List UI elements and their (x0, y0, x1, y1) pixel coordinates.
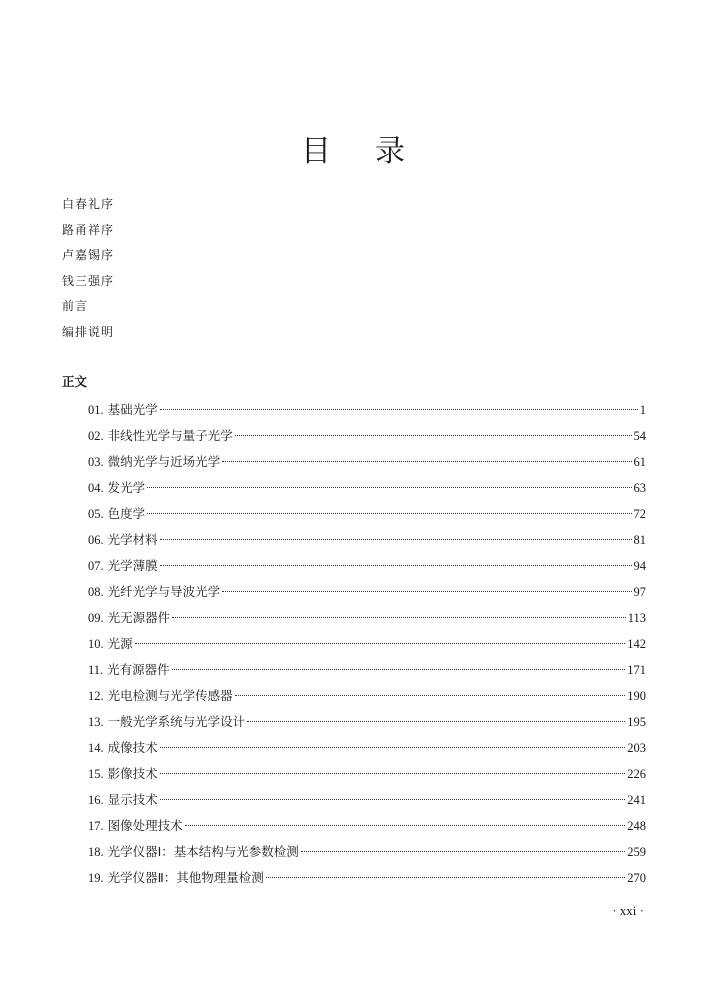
entry-title: 影像技术 (107, 766, 158, 781)
leader-dots (160, 773, 626, 774)
entry-page: 171 (627, 663, 646, 677)
leader-dots (160, 565, 632, 566)
toc-entry[interactable] (88, 813, 646, 839)
leader-dots (172, 669, 626, 670)
toc-entry[interactable] (88, 501, 646, 527)
entry-number: 08. (88, 585, 104, 599)
entry-title: 一般光学系统与光学设计 (107, 714, 246, 729)
entry-page: 97 (633, 585, 646, 599)
leader-dots (160, 539, 632, 540)
entry-page: 81 (633, 533, 646, 547)
leader-dots (185, 825, 626, 826)
title-char-1: 目 (301, 134, 331, 169)
entry-title: 光学仪器Ⅱ：其他物理量检测 (107, 870, 264, 885)
entry-title: 光学材料 (107, 532, 158, 547)
entry-page: 241 (627, 793, 646, 807)
toc-entry[interactable] (88, 579, 646, 605)
entry-page: 270 (627, 871, 646, 885)
toc-entry[interactable] (88, 475, 646, 501)
entry-page: 142 (627, 637, 646, 651)
preface-item[interactable]: 编排说明 (62, 324, 115, 339)
entry-page: 190 (627, 689, 646, 703)
preface-item[interactable]: 路甬祥序 (62, 222, 115, 237)
section-heading: 正文 (62, 374, 88, 389)
entry-page: 226 (627, 767, 646, 781)
toc-entry[interactable] (88, 839, 646, 865)
leader-dots (160, 799, 626, 800)
entry-number: 12. (88, 689, 104, 703)
toc-entry[interactable] (88, 553, 646, 579)
leader-dots (235, 695, 626, 696)
entry-page: 195 (627, 715, 646, 729)
entry-title: 基础光学 (107, 402, 158, 417)
preface-list (62, 191, 114, 345)
entry-number: 01. (88, 403, 104, 417)
entry-number: 16. (88, 793, 104, 807)
leader-dots (147, 487, 631, 488)
entry-number: 03. (88, 455, 104, 469)
leader-dots (266, 877, 625, 878)
entry-number: 19. (88, 871, 104, 885)
toc-entry[interactable] (88, 423, 646, 449)
entry-page: 259 (627, 845, 646, 859)
toc-entry[interactable] (88, 397, 646, 423)
toc-entry[interactable] (88, 657, 646, 683)
entry-number: 07. (88, 559, 104, 573)
entry-number: 11. (88, 663, 104, 677)
entry-title: 光学薄膜 (107, 558, 158, 573)
leader-dots (301, 851, 625, 852)
leader-dots (172, 617, 626, 618)
entry-number: 06. (88, 533, 104, 547)
entry-title: 光纤光学与导波光学 (107, 584, 221, 599)
entry-title: 光源 (107, 636, 133, 651)
entry-title: 光电检测与光学传感器 (107, 688, 233, 703)
toc-entry[interactable] (88, 865, 646, 891)
leader-dots (222, 461, 631, 462)
entry-page: 72 (633, 507, 646, 521)
entry-number: 14. (88, 741, 104, 755)
entry-title: 图像处理技术 (107, 818, 183, 833)
entry-number: 09. (88, 611, 104, 625)
entry-number: 05. (88, 507, 104, 521)
preface-item[interactable]: 钱三强序 (62, 273, 115, 288)
entry-number: 17. (88, 819, 104, 833)
entry-page: 63 (633, 481, 646, 495)
toc-entry[interactable] (88, 527, 646, 553)
toc-entry[interactable] (88, 709, 646, 735)
leader-dots (160, 409, 638, 410)
leader-dots (135, 643, 626, 644)
entry-title: 发光学 (107, 480, 146, 495)
toc-entry[interactable] (88, 683, 646, 709)
entry-title: 色度学 (107, 506, 146, 521)
entry-title: 非线性光学与量子光学 (107, 428, 233, 443)
toc-entry[interactable] (88, 631, 646, 657)
leader-dots (247, 721, 625, 722)
entry-number: 10. (88, 637, 104, 651)
toc-entry[interactable] (88, 787, 646, 813)
toc-entry[interactable] (88, 605, 646, 631)
entry-number: 02. (88, 429, 104, 443)
page-title (0, 132, 706, 172)
leader-dots (222, 591, 631, 592)
entry-page: 54 (633, 429, 646, 443)
toc-entry[interactable] (88, 735, 646, 761)
toc-list (88, 397, 646, 891)
toc-entry[interactable] (88, 761, 646, 787)
toc-entry[interactable] (88, 449, 646, 475)
leader-dots (147, 513, 631, 514)
preface-item[interactable]: 白春礼序 (62, 197, 115, 211)
entry-page: 1 (639, 403, 646, 417)
entry-page: 61 (633, 455, 646, 469)
leader-dots (160, 747, 626, 748)
entry-page: 94 (633, 559, 646, 573)
page-number: · xxi · (612, 903, 644, 918)
entry-number: 04. (88, 481, 104, 495)
leader-dots (235, 435, 632, 436)
entry-title: 微纳光学与近场光学 (107, 454, 221, 469)
entry-title: 光有源器件 (107, 662, 170, 677)
entry-page: 203 (627, 741, 646, 755)
entry-title: 成像技术 (107, 740, 158, 755)
preface-item[interactable]: 卢嘉锡序 (62, 248, 115, 263)
entry-page: 113 (627, 611, 646, 625)
entry-title: 显示技术 (107, 792, 158, 807)
entry-number: 18. (88, 845, 104, 859)
entry-number: 15. (88, 767, 104, 781)
preface-item[interactable]: 前言 (62, 299, 89, 314)
entry-title: 光学仪器Ⅰ：基本结构与光参数检测 (107, 844, 299, 859)
title-char-2: 录 (375, 134, 405, 169)
entry-page: 248 (627, 819, 646, 833)
entry-title: 光无源器件 (107, 610, 171, 625)
entry-number: 13. (88, 715, 104, 729)
